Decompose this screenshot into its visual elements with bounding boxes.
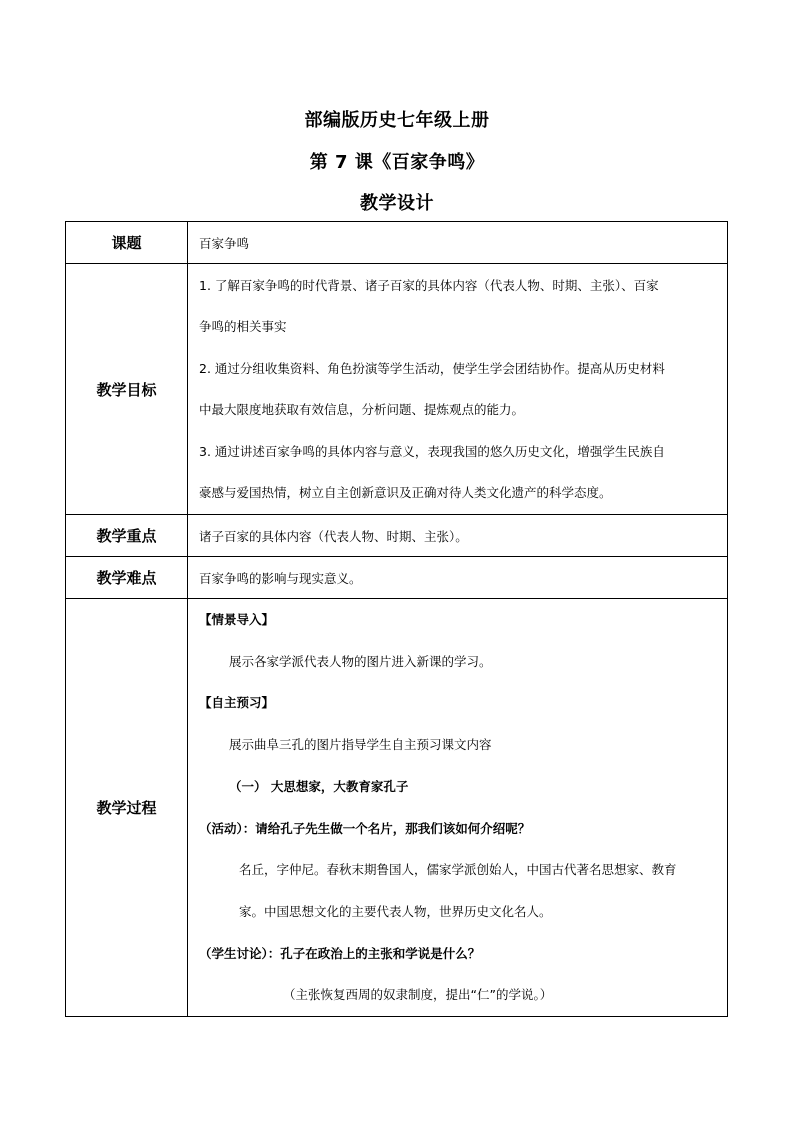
row-process [66, 599, 728, 1017]
section-heading-preview: 【自主预习】 [199, 695, 275, 711]
row-objectives [66, 264, 728, 515]
row-subject [66, 222, 728, 264]
discussion-answer: （主张恢复西周的奴隶制度，提出“仁”的学说。） [283, 987, 553, 1003]
process-line: 名丘，字仲尼。春秋末期鲁国人，儒家学派创始人，中国古代著名思想家、教育 [239, 862, 677, 878]
process-line: 展示曲阜三孔的图片指导学生自主预习课文内容 [229, 737, 492, 753]
key-points-label: 教学重点 [66, 515, 188, 557]
doc-title-design: 教学设计 [360, 193, 434, 214]
activity-question: （活动）：请给孔子先生做一个名片，那我们该如何介绍呢？ [199, 820, 531, 836]
section-heading-confucius: （一） 大思想家，大教育家孔子 [229, 778, 409, 794]
process-label: 教学过程 [66, 599, 188, 1017]
objective-line: 2. 通过分组收集资料、角色扮演等学生活动，使学生学会团结协作。提高从历史材料 [199, 360, 665, 376]
difficulties-label: 教学难点 [66, 557, 188, 599]
process-line: 家。中国思想文化的主要代表人物，世界历史文化名人。 [239, 903, 552, 919]
subject-label: 课题 [66, 222, 188, 264]
discussion-question: （学生讨论）：孔子在政治上的主张和学说是什么？ [199, 945, 481, 961]
doc-title-lesson: 第 7 课《百家争鸣》 [309, 152, 485, 173]
row-difficulties [66, 557, 728, 599]
subject-value: 百家争鸣 [188, 222, 728, 264]
objective-line: 争鸣的相关事实 [199, 319, 287, 334]
objectives-content [188, 264, 728, 515]
process-content [188, 599, 728, 1017]
difficulties-value: 百家争鸣的影响与现实意义。 [188, 557, 728, 599]
doc-title-textbook: 部编版历史七年级上册 [304, 110, 490, 131]
section-heading-intro: 【情景导入】 [199, 612, 275, 627]
objectives-label: 教学目标 [66, 264, 188, 515]
key-points-value: 诸子百家的具体内容（代表人物、时期、主张）。 [188, 515, 728, 557]
objective-line: 1. 了解百家争鸣的时代背景、诸子百家的具体内容（代表人物、时期、主张）、百家 [199, 277, 659, 293]
process-line: 展示各家学派代表人物的图片进入新课的学习。 [229, 653, 492, 669]
lesson-plan-table [65, 221, 728, 1017]
objective-line: 中最大限度地获取有效信息，分析问题、提炼观点的能力。 [199, 402, 525, 417]
objective-line: 3. 通过讲述百家争鸣的具体内容与意义，表现我国的悠久历史文化，增强学生民族自 [199, 443, 665, 459]
row-key-points [66, 515, 728, 557]
objective-line: 豪感与爱国热情，树立自主创新意识及正确对待人类文化遗产的科学态度。 [199, 485, 612, 500]
